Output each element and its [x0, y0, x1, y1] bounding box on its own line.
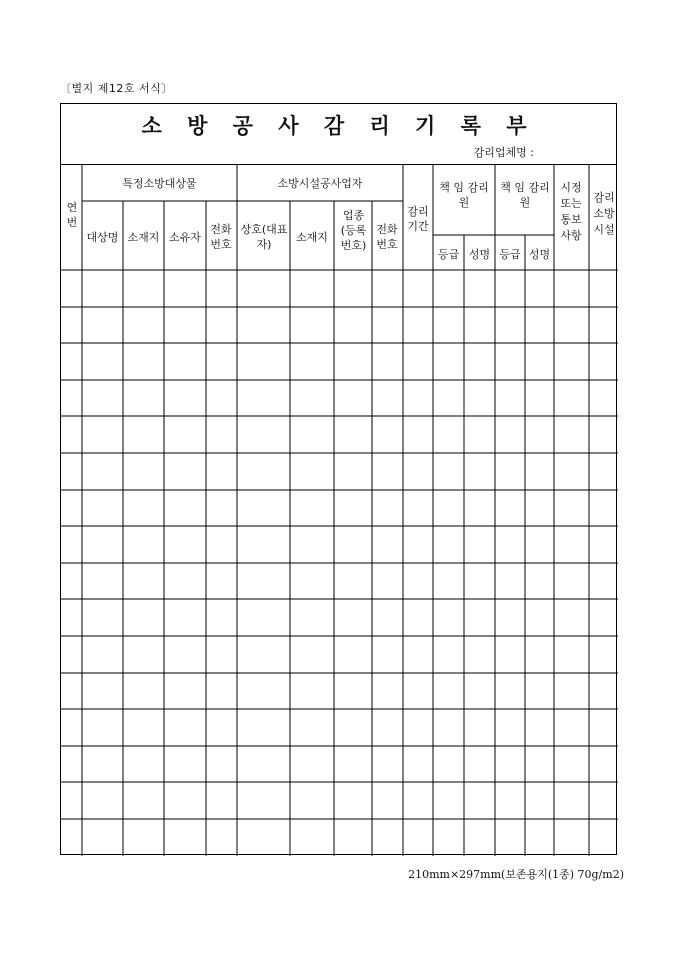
header-contractor-type: 업종(등록번호) [340, 209, 367, 252]
header-contractor-name: 상호(대표자) [240, 223, 288, 251]
paper-spec-footer: 210mm×297mm(보존용지(1종) 70g/m2) [408, 868, 624, 881]
header-correction: 시정또는통보사항 [560, 181, 582, 242]
header-target-location: 소재지 [127, 231, 160, 244]
record-sheet [60, 103, 617, 855]
page-title: 소 방 공 사 감 리 기 록 부 [141, 113, 536, 138]
header-target-phone: 전화번호 [210, 223, 232, 251]
header-supervisor1-grade: 등급 [437, 248, 460, 261]
header-supervisor2-name: 성명 [528, 248, 551, 261]
header-supervisor1-group: 책 임 감리원 [439, 181, 489, 209]
header-contractor-location: 소재지 [296, 231, 328, 244]
header-supervisor2-grade: 등급 [499, 248, 521, 261]
header-period: 감리기간 [407, 205, 429, 233]
header-target-group: 특정소방대상물 [122, 177, 197, 190]
form-label: 〔별지 제12호 서식〕 [60, 82, 173, 95]
header-contractor-phone: 전화번호 [376, 223, 398, 251]
header-facility: 감리소방시설 [593, 191, 615, 236]
header-target-owner: 소유자 [169, 231, 201, 244]
header-serial: 연번 [66, 201, 78, 229]
header-contractor-group: 소방시설공사업자 [277, 177, 363, 190]
header-target-name: 대상명 [86, 231, 119, 244]
header-supervisor1-name: 성명 [468, 248, 491, 261]
company-name-label: 감리업체명 : [473, 146, 534, 159]
header-supervisor2-group: 책 임 감리원 [500, 181, 550, 209]
